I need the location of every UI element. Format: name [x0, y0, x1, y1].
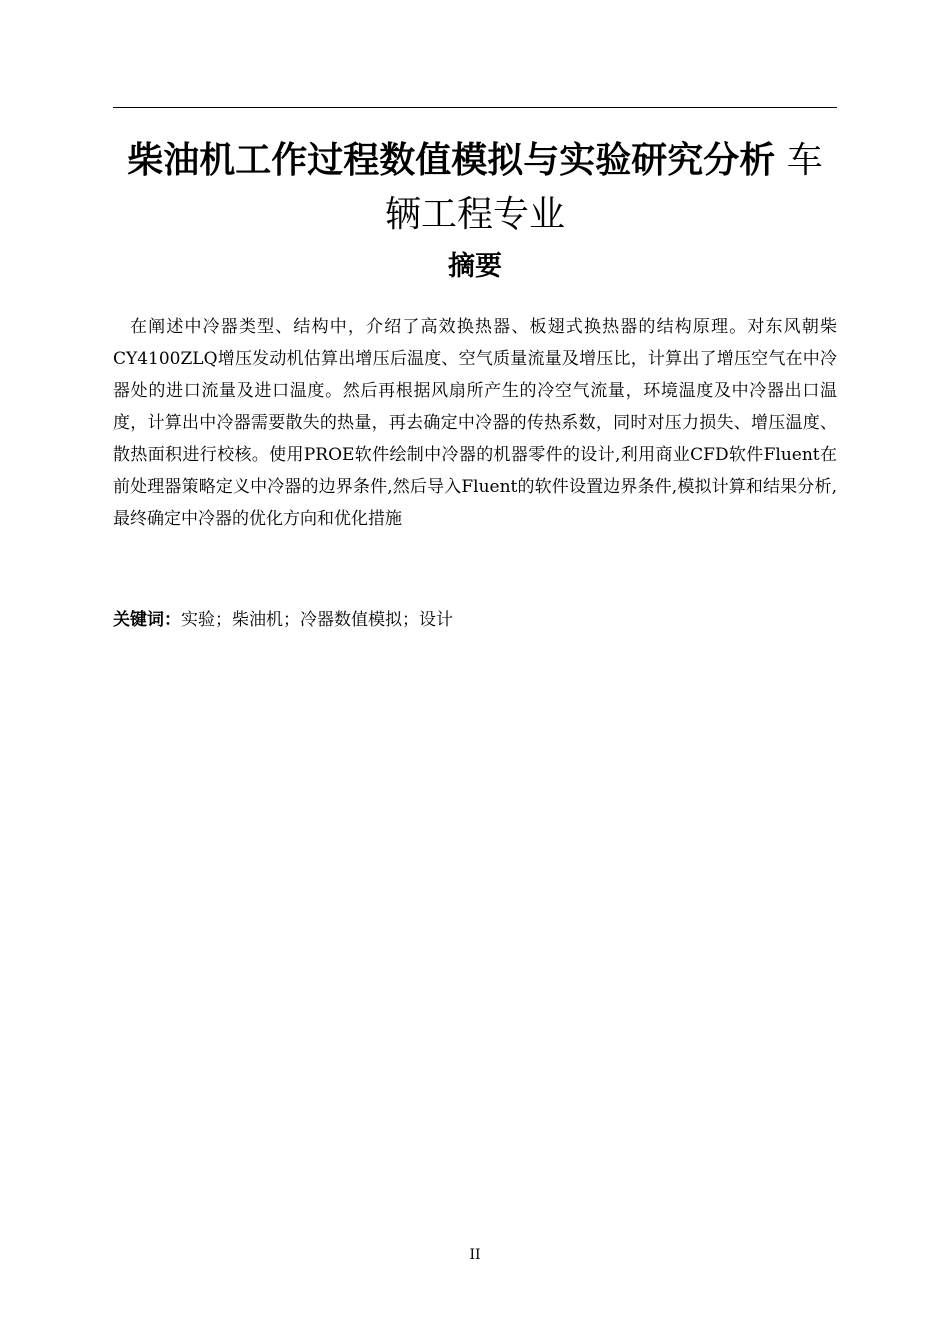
keywords-label: 关键词： [113, 610, 181, 630]
title-subtitle: 车辆工程专业 [384, 140, 823, 235]
abstract-heading: 摘要 [448, 251, 502, 282]
document-title [113, 134, 837, 242]
title-main: 柴油机工作过程数值模拟与实验研究分析 [127, 140, 776, 181]
keywords-line [113, 606, 837, 634]
keywords-text: 实验；柴油机；冷器数值模拟；设计 [181, 610, 453, 630]
page-number: II [469, 1247, 481, 1263]
abstract-body: 在阐述中冷器类型、结构中，介绍了高效换热器、板翅式换热器的结构原理。对东风朝柴CY4100ZLQ增压发动机估算出增压后温度、空气质量流量及增压比，计算出了增压空气在中冷器处的进口流量及进口温度。然后再根据风扇所产生的冷空气流量，环境温度及中冷器出口温度，计算出中冷器需要散失的热量，再去确定中冷器的传热系数，同时对压力损失、增压温度、散热面积进行校核。使用PROE软件绘制中冷器的机器零件的设计,利用商业CFD软件Fluent在前处理器策略定义中冷器的边界条件,然后导入Fluent的软件设置边界条件,模拟计算和结果分析,最终确定中冷器的优化方向和优化措施 [113, 317, 837, 529]
header-rule [113, 107, 837, 108]
